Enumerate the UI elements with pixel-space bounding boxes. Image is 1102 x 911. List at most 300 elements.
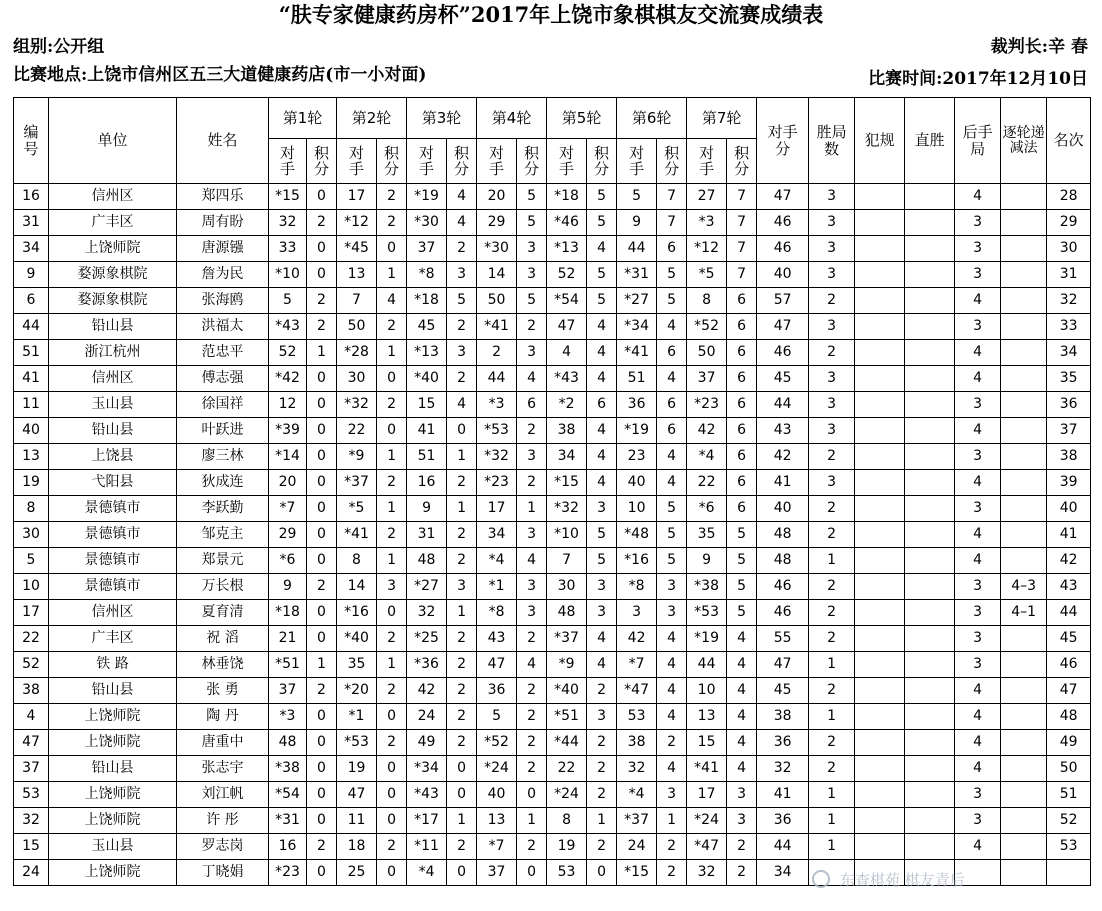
cell-unit: 上饶师院 bbox=[49, 782, 177, 808]
cell-wins: 1 bbox=[809, 808, 855, 834]
header-opp: 对手 bbox=[269, 139, 307, 184]
cell-r5-opp: 8 bbox=[547, 808, 587, 834]
cell-direct bbox=[905, 340, 955, 366]
cell-no: 8 bbox=[14, 496, 49, 522]
header-pts: 积分 bbox=[587, 139, 617, 184]
cell-r3-pts: 5 bbox=[447, 288, 477, 314]
cell-r3-pts: 2 bbox=[447, 314, 477, 340]
cell-r1-pts: 0 bbox=[307, 782, 337, 808]
cell-rank: 36 bbox=[1047, 392, 1091, 418]
cell-r5-opp: 52 bbox=[547, 262, 587, 288]
header-foul: 犯规 bbox=[855, 98, 905, 184]
cell-r7-pts: 5 bbox=[727, 574, 757, 600]
cell-r6-opp: 9 bbox=[617, 210, 657, 236]
cell-r4-opp: *24 bbox=[477, 756, 517, 782]
cell-wins: 3 bbox=[809, 418, 855, 444]
cell-no: 9 bbox=[14, 262, 49, 288]
cell-opp-score: 47 bbox=[757, 652, 809, 678]
header-round-3: 第3轮 bbox=[407, 98, 477, 139]
cell-unit: 广丰区 bbox=[49, 210, 177, 236]
cell-r3-pts: 2 bbox=[447, 366, 477, 392]
cell-r2-opp: 11 bbox=[337, 808, 377, 834]
cell-r6-pts: 4 bbox=[657, 314, 687, 340]
cell-r6-opp: 10 bbox=[617, 496, 657, 522]
cell-r3-pts: 4 bbox=[447, 392, 477, 418]
cell-name: 廖三林 bbox=[177, 444, 269, 470]
cell-unit: 玉山县 bbox=[49, 834, 177, 860]
cell-r4-opp: *53 bbox=[477, 418, 517, 444]
cell-direct bbox=[905, 262, 955, 288]
cell-r4-opp: 2 bbox=[477, 340, 517, 366]
cell-r1-opp: 16 bbox=[269, 834, 307, 860]
cell-no: 30 bbox=[14, 522, 49, 548]
cell-r4-pts: 2 bbox=[517, 314, 547, 340]
cell-r6-opp: 32 bbox=[617, 756, 657, 782]
cell-r5-pts: 2 bbox=[587, 730, 617, 756]
cell-unit: 铅山县 bbox=[49, 678, 177, 704]
cell-foul bbox=[855, 548, 905, 574]
header-round-4: 第4轮 bbox=[477, 98, 547, 139]
cell-r5-opp: *18 bbox=[547, 184, 587, 210]
cell-r7-opp: 50 bbox=[687, 340, 727, 366]
cell-wins: 3 bbox=[809, 262, 855, 288]
cell-r2-opp: *53 bbox=[337, 730, 377, 756]
cell-r5-opp: 48 bbox=[547, 600, 587, 626]
cell-second: 4 bbox=[955, 366, 1001, 392]
cell-second: 3 bbox=[955, 600, 1001, 626]
header-direct-win: 直胜 bbox=[905, 98, 955, 184]
cell-name: 唐源镪 bbox=[177, 236, 269, 262]
cell-r4-opp: 20 bbox=[477, 184, 517, 210]
header-row-1 bbox=[14, 98, 1091, 139]
cell-r1-pts: 1 bbox=[307, 652, 337, 678]
cell-r5-pts: 3 bbox=[587, 704, 617, 730]
cell-r7-pts: 6 bbox=[727, 496, 757, 522]
cell-foul bbox=[855, 730, 905, 756]
cell-r1-opp: *31 bbox=[269, 808, 307, 834]
cell-r5-pts: 3 bbox=[587, 574, 617, 600]
cell-wins: 3 bbox=[809, 366, 855, 392]
cell-r4-opp: 37 bbox=[477, 860, 517, 886]
cell-cut bbox=[1001, 262, 1047, 288]
cell-r4-pts: 0 bbox=[517, 782, 547, 808]
cell-direct bbox=[905, 548, 955, 574]
cell-r4-pts: 1 bbox=[517, 496, 547, 522]
cell-r7-pts: 6 bbox=[727, 340, 757, 366]
cell-r1-opp: *43 bbox=[269, 314, 307, 340]
cell-r2-opp: 8 bbox=[337, 548, 377, 574]
table-row bbox=[14, 834, 1091, 860]
cell-r4-pts: 2 bbox=[517, 678, 547, 704]
cell-r6-opp: 42 bbox=[617, 626, 657, 652]
cell-r2-pts: 2 bbox=[377, 522, 407, 548]
cell-r4-pts: 2 bbox=[517, 756, 547, 782]
cell-r1-pts: 2 bbox=[307, 678, 337, 704]
cell-name: 唐重中 bbox=[177, 730, 269, 756]
cell-r7-pts: 6 bbox=[727, 288, 757, 314]
cell-foul bbox=[855, 418, 905, 444]
cell-r6-pts: 1 bbox=[657, 808, 687, 834]
cell-r7-pts: 7 bbox=[727, 210, 757, 236]
cell-opp-score: 46 bbox=[757, 600, 809, 626]
cell-r6-pts: 5 bbox=[657, 522, 687, 548]
cell-unit: 婺源象棋院 bbox=[49, 262, 177, 288]
cell-r7-opp: 27 bbox=[687, 184, 727, 210]
header-round-6: 第6轮 bbox=[617, 98, 687, 139]
header-pts: 积分 bbox=[657, 139, 687, 184]
cell-r2-opp: 17 bbox=[337, 184, 377, 210]
cell-cut bbox=[1001, 704, 1047, 730]
cell-r5-pts: 4 bbox=[587, 418, 617, 444]
cell-wins: 1 bbox=[809, 782, 855, 808]
cell-name: 张海鸥 bbox=[177, 288, 269, 314]
cell-r1-pts: 2 bbox=[307, 314, 337, 340]
cell-r3-pts: 3 bbox=[447, 262, 477, 288]
results-table bbox=[13, 97, 1091, 886]
cell-wins: 2 bbox=[809, 496, 855, 522]
cell-name: 周有盼 bbox=[177, 210, 269, 236]
header-round-decrement: 逐轮递减法 bbox=[1001, 98, 1047, 184]
table-row bbox=[14, 808, 1091, 834]
cell-opp-score: 41 bbox=[757, 470, 809, 496]
cell-cut bbox=[1001, 288, 1047, 314]
cell-r4-opp: 17 bbox=[477, 496, 517, 522]
cell-rank: 43 bbox=[1047, 574, 1091, 600]
cell-r7-pts: 6 bbox=[727, 444, 757, 470]
cell-r7-opp: *12 bbox=[687, 236, 727, 262]
cell-r6-pts: 2 bbox=[657, 730, 687, 756]
cell-r7-opp: *23 bbox=[687, 392, 727, 418]
cell-foul bbox=[855, 184, 905, 210]
cell-direct bbox=[905, 652, 955, 678]
cell-r5-opp: *32 bbox=[547, 496, 587, 522]
cell-r5-pts: 4 bbox=[587, 444, 617, 470]
cell-opp-score: 42 bbox=[757, 444, 809, 470]
cell-r5-pts: 1 bbox=[587, 808, 617, 834]
cell-rank: 39 bbox=[1047, 470, 1091, 496]
cell-no: 13 bbox=[14, 444, 49, 470]
cell-name: 邹克主 bbox=[177, 522, 269, 548]
cell-r4-opp: *4 bbox=[477, 548, 517, 574]
cell-rank: 40 bbox=[1047, 496, 1091, 522]
cell-r2-opp: 30 bbox=[337, 366, 377, 392]
cell-r7-opp: *41 bbox=[687, 756, 727, 782]
cell-r4-opp: 43 bbox=[477, 626, 517, 652]
table-row bbox=[14, 678, 1091, 704]
cell-unit: 广丰区 bbox=[49, 626, 177, 652]
cell-r6-opp: *47 bbox=[617, 678, 657, 704]
cell-direct bbox=[905, 626, 955, 652]
cell-r3-opp: 51 bbox=[407, 444, 447, 470]
cell-opp-score: 46 bbox=[757, 340, 809, 366]
cell-cut bbox=[1001, 340, 1047, 366]
cell-r4-pts: 2 bbox=[517, 730, 547, 756]
cell-r1-opp: *3 bbox=[269, 704, 307, 730]
cell-r2-pts: 0 bbox=[377, 756, 407, 782]
cell-r2-pts: 0 bbox=[377, 236, 407, 262]
cell-name: 丁晓娟 bbox=[177, 860, 269, 886]
cell-r2-opp: *1 bbox=[337, 704, 377, 730]
cell-no: 22 bbox=[14, 626, 49, 652]
cell-r5-pts: 2 bbox=[587, 782, 617, 808]
cell-r2-opp: *5 bbox=[337, 496, 377, 522]
cell-r2-opp: *20 bbox=[337, 678, 377, 704]
cell-r5-opp: *51 bbox=[547, 704, 587, 730]
table-row bbox=[14, 522, 1091, 548]
cell-foul bbox=[855, 522, 905, 548]
cell-r1-opp: *23 bbox=[269, 860, 307, 886]
cell-name: 陶 丹 bbox=[177, 704, 269, 730]
cell-r2-pts: 2 bbox=[377, 626, 407, 652]
cell-foul bbox=[855, 600, 905, 626]
cell-r5-opp: 22 bbox=[547, 756, 587, 782]
cell-second: 4 bbox=[955, 678, 1001, 704]
cell-foul bbox=[855, 834, 905, 860]
cell-r5-opp: *13 bbox=[547, 236, 587, 262]
cell-r2-pts: 0 bbox=[377, 600, 407, 626]
cell-unit: 上饶师院 bbox=[49, 730, 177, 756]
cell-rank: 51 bbox=[1047, 782, 1091, 808]
cell-rank: 45 bbox=[1047, 626, 1091, 652]
cell-second: 3 bbox=[955, 626, 1001, 652]
cell-r3-opp: 31 bbox=[407, 522, 447, 548]
cell-r2-opp: 22 bbox=[337, 418, 377, 444]
cell-r7-pts: 2 bbox=[727, 860, 757, 886]
cell-r2-pts: 1 bbox=[377, 496, 407, 522]
cell-r4-pts: 3 bbox=[517, 262, 547, 288]
cell-r2-pts: 2 bbox=[377, 678, 407, 704]
header-name: 姓名 bbox=[177, 98, 269, 184]
cell-r7-opp: 15 bbox=[687, 730, 727, 756]
cell-r3-pts: 2 bbox=[447, 522, 477, 548]
cell-wins: 2 bbox=[809, 756, 855, 782]
cell-direct bbox=[905, 496, 955, 522]
header-wins: 胜局数 bbox=[809, 98, 855, 184]
cell-r4-opp: *23 bbox=[477, 470, 517, 496]
cell-r3-pts: 2 bbox=[447, 236, 477, 262]
cell-name: 傅志强 bbox=[177, 366, 269, 392]
cell-r7-opp: 32 bbox=[687, 860, 727, 886]
cell-name: 徐国祥 bbox=[177, 392, 269, 418]
cell-wins: 2 bbox=[809, 340, 855, 366]
cell-r1-pts: 0 bbox=[307, 366, 337, 392]
cell-second: 4 bbox=[955, 834, 1001, 860]
cell-r1-opp: 48 bbox=[269, 730, 307, 756]
header-unit: 单位 bbox=[49, 98, 177, 184]
cell-r7-pts: 2 bbox=[727, 834, 757, 860]
header-round-7: 第7轮 bbox=[687, 98, 757, 139]
cell-second: 3 bbox=[955, 392, 1001, 418]
cell-r6-opp: *19 bbox=[617, 418, 657, 444]
cell-second: 3 bbox=[955, 236, 1001, 262]
cell-r6-opp: 53 bbox=[617, 704, 657, 730]
cell-cut: 4–3 bbox=[1001, 574, 1047, 600]
cell-name: 夏育清 bbox=[177, 600, 269, 626]
cell-wins: 2 bbox=[809, 678, 855, 704]
cell-r6-pts: 2 bbox=[657, 860, 687, 886]
cell-r6-pts: 6 bbox=[657, 340, 687, 366]
cell-r6-opp: 23 bbox=[617, 444, 657, 470]
cell-second: 4 bbox=[955, 288, 1001, 314]
cell-r3-opp: *17 bbox=[407, 808, 447, 834]
cell-r7-opp: 13 bbox=[687, 704, 727, 730]
cell-r7-opp: 10 bbox=[687, 678, 727, 704]
cell-r3-opp: *25 bbox=[407, 626, 447, 652]
cell-r3-opp: *30 bbox=[407, 210, 447, 236]
header-round-1: 第1轮 bbox=[269, 98, 337, 139]
cell-opp-score: 57 bbox=[757, 288, 809, 314]
cell-r4-pts: 5 bbox=[517, 184, 547, 210]
cell-no: 53 bbox=[14, 782, 49, 808]
cell-unit: 铅山县 bbox=[49, 756, 177, 782]
cell-r1-pts: 0 bbox=[307, 418, 337, 444]
cell-r6-opp: *37 bbox=[617, 808, 657, 834]
cell-r3-pts: 2 bbox=[447, 548, 477, 574]
cell-r3-pts: 1 bbox=[447, 808, 477, 834]
header-round-5: 第5轮 bbox=[547, 98, 617, 139]
cell-r1-pts: 0 bbox=[307, 704, 337, 730]
cell-r3-pts: 2 bbox=[447, 652, 477, 678]
cell-name: 狄成连 bbox=[177, 470, 269, 496]
cell-r7-pts: 6 bbox=[727, 366, 757, 392]
cell-r4-opp: 5 bbox=[477, 704, 517, 730]
cell-r5-pts: 5 bbox=[587, 522, 617, 548]
cell-r4-pts: 6 bbox=[517, 392, 547, 418]
cell-no: 10 bbox=[14, 574, 49, 600]
cell-r4-opp: 40 bbox=[477, 782, 517, 808]
cell-cut bbox=[1001, 236, 1047, 262]
page-title: “肤专家健康药房杯”2017年上饶市象棋棋友交流赛成绩表 bbox=[278, 2, 824, 27]
table-row bbox=[14, 288, 1091, 314]
cell-r6-pts: 5 bbox=[657, 496, 687, 522]
cell-name: 刘江帆 bbox=[177, 782, 269, 808]
cell-no: 52 bbox=[14, 652, 49, 678]
table-row bbox=[14, 444, 1091, 470]
cell-r5-opp: *40 bbox=[547, 678, 587, 704]
cell-direct bbox=[905, 522, 955, 548]
cell-foul bbox=[855, 340, 905, 366]
cell-direct bbox=[905, 418, 955, 444]
header-opp: 对手 bbox=[337, 139, 377, 184]
cell-name: 詹为民 bbox=[177, 262, 269, 288]
cell-r6-pts: 7 bbox=[657, 184, 687, 210]
cell-r5-pts: 0 bbox=[587, 860, 617, 886]
cell-second: 3 bbox=[955, 782, 1001, 808]
cell-no: 11 bbox=[14, 392, 49, 418]
cell-r2-pts: 1 bbox=[377, 262, 407, 288]
cell-opp-score: 46 bbox=[757, 210, 809, 236]
table-row bbox=[14, 652, 1091, 678]
cell-direct bbox=[905, 392, 955, 418]
cell-r5-opp: 34 bbox=[547, 444, 587, 470]
cell-opp-score: 43 bbox=[757, 418, 809, 444]
cell-r3-opp: 45 bbox=[407, 314, 447, 340]
cell-no: 32 bbox=[14, 808, 49, 834]
table-row bbox=[14, 392, 1091, 418]
cell-r7-pts: 4 bbox=[727, 678, 757, 704]
cell-r7-pts: 7 bbox=[727, 184, 757, 210]
cell-cut bbox=[1001, 652, 1047, 678]
cell-r5-pts: 2 bbox=[587, 756, 617, 782]
table-row bbox=[14, 626, 1091, 652]
cell-second: 3 bbox=[955, 314, 1001, 340]
cell-r2-opp: *12 bbox=[337, 210, 377, 236]
cell-opp-score: 47 bbox=[757, 184, 809, 210]
cell-r6-pts: 5 bbox=[657, 548, 687, 574]
cell-r6-pts: 4 bbox=[657, 756, 687, 782]
cell-r7-opp: 9 bbox=[687, 548, 727, 574]
cell-opp-score: 44 bbox=[757, 834, 809, 860]
cell-r7-opp: 22 bbox=[687, 470, 727, 496]
cell-r6-opp: *8 bbox=[617, 574, 657, 600]
cell-r6-pts: 4 bbox=[657, 704, 687, 730]
cell-r3-pts: 4 bbox=[447, 210, 477, 236]
cell-cut bbox=[1001, 392, 1047, 418]
cell-opp-score: 48 bbox=[757, 548, 809, 574]
cell-r7-opp: *38 bbox=[687, 574, 727, 600]
cell-opp-score: 40 bbox=[757, 496, 809, 522]
cell-opp-score: 48 bbox=[757, 522, 809, 548]
cell-opp-score: 36 bbox=[757, 730, 809, 756]
table-row bbox=[14, 314, 1091, 340]
cell-r6-opp: 24 bbox=[617, 834, 657, 860]
cell-opp-score: 34 bbox=[757, 860, 809, 886]
cell-r4-pts: 3 bbox=[517, 236, 547, 262]
cell-foul bbox=[855, 288, 905, 314]
cell-r6-pts: 2 bbox=[657, 834, 687, 860]
cell-rank: 52 bbox=[1047, 808, 1091, 834]
cell-foul bbox=[855, 236, 905, 262]
cell-r3-opp: 9 bbox=[407, 496, 447, 522]
cell-r4-pts: 2 bbox=[517, 704, 547, 730]
cell-r1-opp: 29 bbox=[269, 522, 307, 548]
cell-r7-pts: 5 bbox=[727, 522, 757, 548]
cell-r1-pts: 1 bbox=[307, 340, 337, 366]
cell-r2-opp: *45 bbox=[337, 236, 377, 262]
cell-r4-opp: *8 bbox=[477, 600, 517, 626]
cell-second: 3 bbox=[955, 808, 1001, 834]
cell-cut bbox=[1001, 210, 1047, 236]
cell-unit: 景德镇市 bbox=[49, 574, 177, 600]
cell-name: 林垂饶 bbox=[177, 652, 269, 678]
cell-r3-opp: *19 bbox=[407, 184, 447, 210]
cell-r2-pts: 2 bbox=[377, 834, 407, 860]
cell-r4-opp: 47 bbox=[477, 652, 517, 678]
cell-second: 4 bbox=[955, 418, 1001, 444]
cell-r1-pts: 0 bbox=[307, 184, 337, 210]
cell-unit: 上饶师院 bbox=[49, 808, 177, 834]
cell-r3-opp: *43 bbox=[407, 782, 447, 808]
cell-opp-score: 36 bbox=[757, 808, 809, 834]
cell-name: 祝 滔 bbox=[177, 626, 269, 652]
cell-r5-opp: 7 bbox=[547, 548, 587, 574]
cell-direct bbox=[905, 600, 955, 626]
cell-opp-score: 45 bbox=[757, 366, 809, 392]
cell-r4-pts: 2 bbox=[517, 626, 547, 652]
header-opp: 对手 bbox=[547, 139, 587, 184]
cell-r6-pts: 6 bbox=[657, 392, 687, 418]
cell-r5-opp: *43 bbox=[547, 366, 587, 392]
cell-r2-pts: 2 bbox=[377, 392, 407, 418]
cell-r3-pts: 1 bbox=[447, 444, 477, 470]
cell-r1-opp: *18 bbox=[269, 600, 307, 626]
cell-r7-pts: 4 bbox=[727, 756, 757, 782]
cell-unit: 婺源象棋院 bbox=[49, 288, 177, 314]
cell-r6-pts: 6 bbox=[657, 236, 687, 262]
cell-r4-opp: *32 bbox=[477, 444, 517, 470]
cell-cut bbox=[1001, 314, 1047, 340]
cell-r1-pts: 2 bbox=[307, 574, 337, 600]
